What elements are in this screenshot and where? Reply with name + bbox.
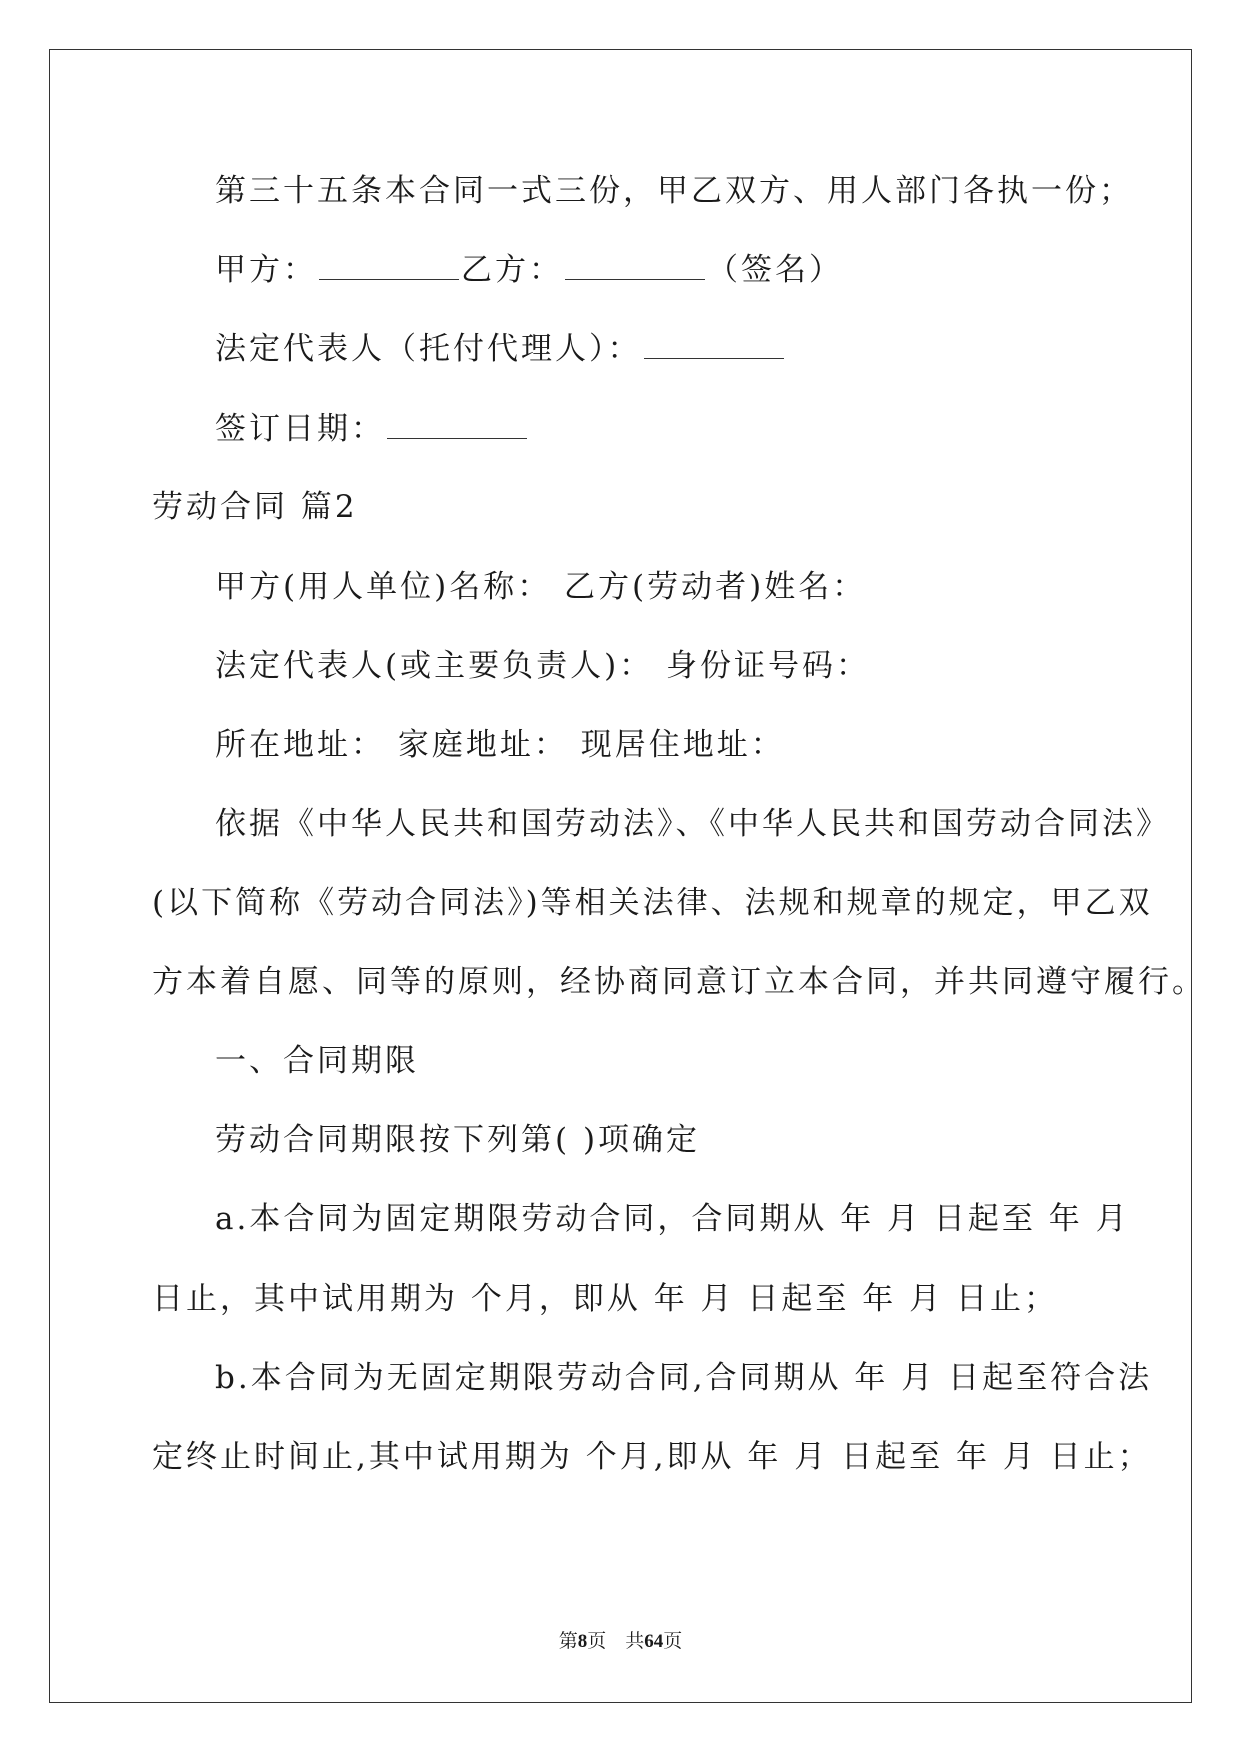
sign-date-label: 签订日期：	[215, 411, 385, 447]
party-b-label: 乙方：	[461, 252, 563, 288]
footer-prefix: 第	[558, 1631, 578, 1652]
legal-rep-blank	[644, 358, 784, 359]
section-title: 劳动合同 篇2	[152, 489, 358, 525]
text-line: (以下简称《劳动合同法》)等相关法律、法规和规章的规定，甲乙双	[152, 885, 1153, 921]
footer-total-suffix: 页	[663, 1631, 683, 1652]
signature-parties-line	[215, 252, 843, 288]
text-line: 定终止时间止,其中试用期为 个月,即从 年 月 日起至 年 月 日止；	[152, 1439, 1152, 1475]
party-a-blank	[319, 279, 459, 280]
legal-rep-line	[215, 331, 786, 367]
text-line: 依据《中华人民共和国劳动法》、《中华人民共和国劳动合同法》	[215, 806, 1170, 842]
footer-total-pages: 64	[644, 1631, 664, 1652]
text-line: 方本着自愿、同等的原则，经协商同意订立本合同，并共同遵守履行。	[152, 964, 1206, 1000]
footer-page-suffix: 页	[587, 1631, 607, 1652]
sign-date-line	[215, 411, 529, 447]
party-b-blank	[565, 279, 705, 280]
sign-date-blank	[387, 438, 527, 439]
sign-note: （签名）	[707, 252, 843, 288]
footer-total-prefix: 共	[625, 1631, 645, 1652]
text-line: 劳动合同期限按下列第( )项确定	[215, 1122, 701, 1158]
text-line: 一、合同期限	[215, 1043, 419, 1079]
party-a-label: 甲方：	[215, 252, 317, 288]
text-line: 甲方(用人单位)名称： 乙方(劳动者)姓名：	[215, 569, 867, 605]
text-line: 第三十五条本合同一式三份，甲乙双方、用人部门各执一份；	[215, 173, 1133, 209]
text-line: 日止，其中试用期为 个月，即从 年 月 日起至 年 月 日止；	[152, 1281, 1058, 1317]
legal-rep-label: 法定代表人（托付代理人）：	[215, 331, 642, 367]
page-footer	[0, 1626, 1241, 1653]
text-line: a.本合同为固定期限劳动合同，合同期从 年 月 日起至 年 月	[215, 1201, 1130, 1237]
text-line: b.本合同为无固定期限劳动合同,合同期从 年 月 日起至符合法	[215, 1360, 1153, 1396]
text-line: 法定代表人(或主要负责人)： 身份证号码：	[215, 648, 871, 684]
footer-page-number: 8	[577, 1631, 588, 1652]
text-line: 所在地址： 家庭地址： 现居住地址：	[215, 727, 785, 763]
